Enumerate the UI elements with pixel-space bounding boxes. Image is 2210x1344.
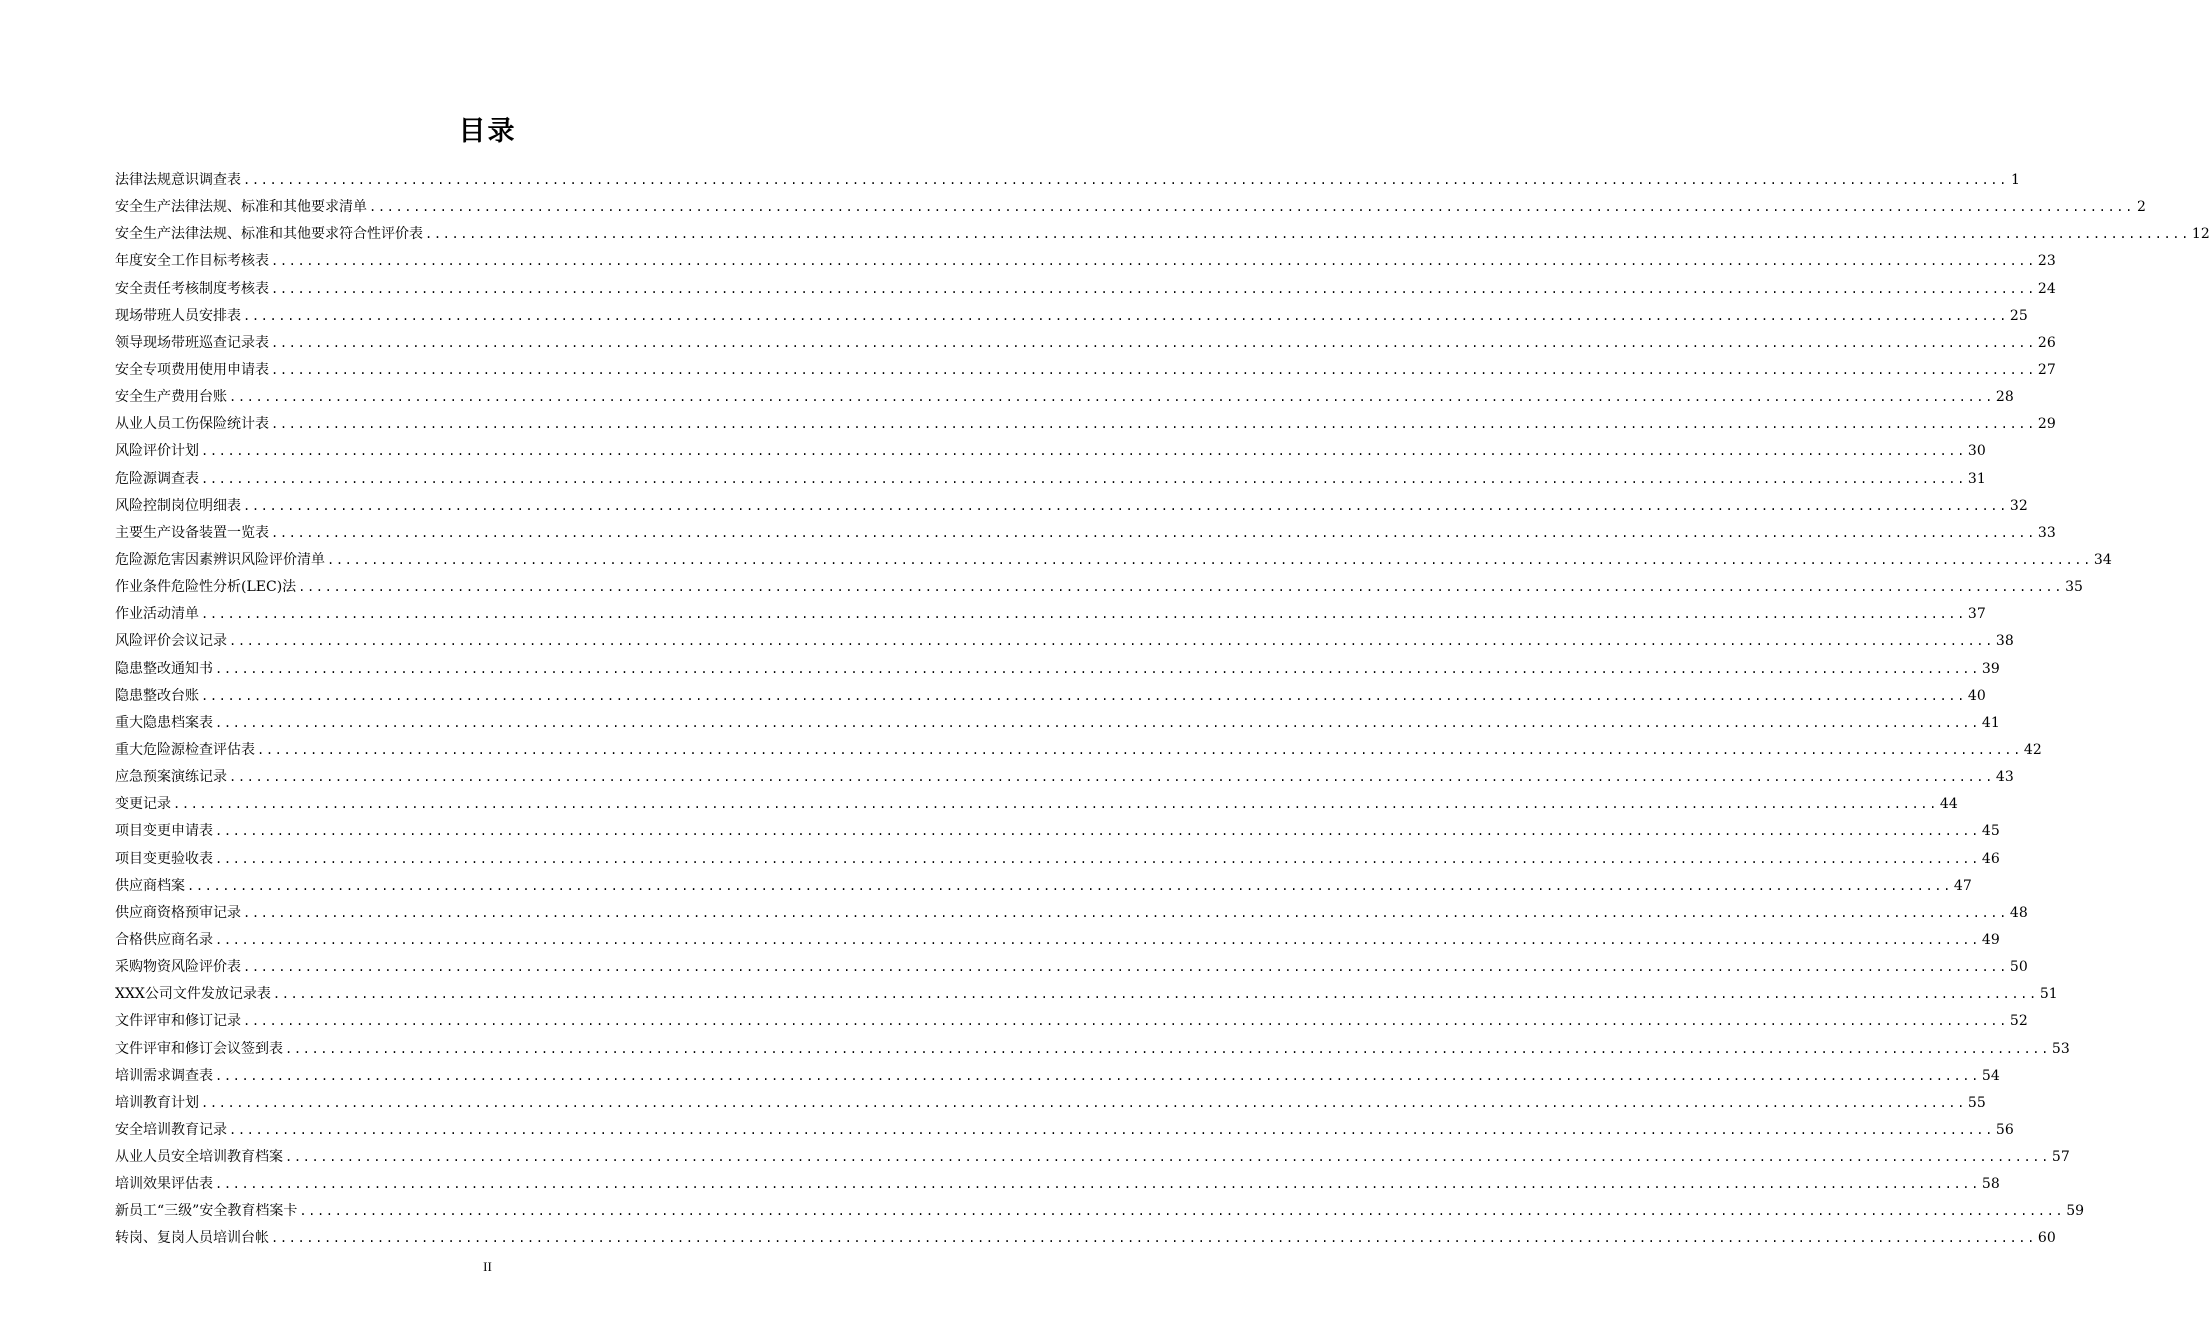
toc-entry[interactable] [115, 438, 1986, 465]
toc-entry[interactable] [115, 493, 2028, 520]
dot-leader: ........................................................................................................................................................................................................ [271, 417, 2036, 432]
toc-entry[interactable] [115, 981, 2058, 1008]
toc-entry-label: 危险源调查表 [115, 470, 199, 487]
dot-leader: ........................................................................................................................................................................................................ [271, 1231, 2036, 1246]
toc-entry[interactable] [115, 873, 1972, 900]
toc-entry[interactable] [115, 710, 2000, 737]
toc-entry-page-number: 12 [2191, 226, 2210, 243]
toc-entry[interactable] [115, 1117, 2014, 1144]
toc-entry-page-number: 43 [1995, 769, 2014, 786]
toc-entry-label: 隐患整改台账 [115, 687, 199, 704]
dot-leader: ........................................................................................................................................................................................................ [271, 281, 2036, 296]
dot-leader: ........................................................................................................................................................................................................ [243, 905, 2008, 920]
toc-entry[interactable] [115, 167, 2020, 194]
dot-leader: ........................................................................................................................................................................................................ [272, 987, 2038, 1002]
toc-entry-label: 培训教育计划 [115, 1094, 199, 1111]
dot-leader: ........................................................................................................................................................................................................ [243, 308, 2008, 323]
toc-entry-page-number: 45 [1981, 823, 2000, 840]
dot-leader: ........................................................................................................................................................................................................ [243, 1014, 2008, 1029]
dot-leader: ........................................................................................................................................................................................................ [243, 498, 2008, 513]
toc-entry[interactable] [115, 656, 2000, 683]
dot-leader: ........................................................................................................................................................................................................ [215, 715, 1980, 730]
toc-entry-label: 现场带班人员安排表 [115, 307, 241, 324]
toc-entry-page-number: 34 [2093, 551, 2112, 568]
toc-entry-page-number: 51 [2039, 986, 2058, 1003]
toc-entry[interactable] [115, 1063, 2000, 1090]
toc-entry[interactable] [115, 764, 2014, 791]
toc-entry-page-number: 1 [2011, 172, 2020, 188]
toc-entry[interactable] [115, 846, 2000, 873]
dot-leader: ........................................................................................................................................................................................................ [201, 688, 1966, 703]
toc-entry-page-number: 30 [1967, 443, 1986, 460]
toc-entry[interactable] [115, 574, 2083, 601]
toc-entry[interactable] [115, 520, 2056, 547]
toc-entry[interactable] [115, 1225, 2056, 1252]
toc-entry-page-number: 33 [2037, 524, 2056, 541]
toc-entry[interactable] [115, 954, 2028, 981]
page-number: II [483, 1259, 492, 1274]
toc-entry-label: 风险控制岗位明细表 [115, 497, 241, 514]
toc-entry[interactable] [115, 384, 2014, 411]
toc-entry-page-number: 26 [2037, 334, 2056, 351]
toc-entry[interactable] [115, 221, 2210, 248]
toc-entry-label: 安全生产法律法规、标准和其他要求符合性评价表 [115, 226, 423, 243]
dot-leader: ........................................................................................................................................................................................................ [298, 580, 2064, 595]
toc-entry-page-number: 50 [2009, 959, 2028, 976]
toc-entry-label: 风险评价会议记录 [115, 633, 227, 650]
toc-entry-page-number: 46 [1981, 850, 2000, 867]
toc-entry-page-number: 39 [1981, 660, 2000, 677]
toc-entry-page-number: 49 [1981, 931, 2000, 948]
dot-leader: ........................................................................................................................................................................................................ [173, 797, 1938, 812]
toc-entry[interactable] [115, 1008, 2028, 1035]
toc-entry-page-number: 56 [1995, 1121, 2014, 1138]
toc-entry[interactable] [115, 1036, 2070, 1063]
dot-leader: ........................................................................................................................................................................................................ [215, 824, 1980, 839]
toc-entry-page-number: 29 [2037, 416, 2056, 433]
toc-entry-label: 项目变更申请表 [115, 823, 213, 840]
dot-leader: ........................................................................................................................................................................................................ [271, 362, 2036, 377]
toc-entry-label: 安全专项费用使用申请表 [115, 361, 269, 378]
toc-entry-label: 新员工“三级”安全教育档案卡 [115, 1203, 298, 1220]
dot-leader: ........................................................................................................................................................................................................ [285, 1150, 2050, 1165]
dot-leader: ........................................................................................................................................................................................................ [201, 444, 1966, 459]
toc-entry[interactable] [115, 818, 2000, 845]
dot-leader: ........................................................................................................................................................................................................ [271, 254, 2036, 269]
toc-entry-page-number: 48 [2009, 904, 2028, 921]
toc-entry-label: 作业条件危险性分析(LEC)法 [115, 579, 297, 596]
toc-entry[interactable] [115, 547, 2112, 574]
dot-leader: ........................................................................................................................................................................................................ [215, 932, 1980, 947]
toc-entry-label: 培训需求调查表 [115, 1067, 213, 1084]
dot-leader: ........................................................................................................................................................................................................ [215, 1068, 1980, 1083]
toc-entry-page-number: 37 [1967, 606, 1986, 623]
toc-entry[interactable] [115, 411, 2056, 438]
toc-entry[interactable] [115, 357, 2056, 384]
dot-leader: ........................................................................................................................................................................................................ [243, 960, 2008, 975]
toc-entry-page-number: 38 [1995, 633, 2014, 650]
toc-entry-label: XXX公司文件发放记录表 [115, 986, 271, 1003]
toc-entry-label: 安全生产费用台账 [115, 389, 227, 406]
dot-leader: ........................................................................................................................................................................................................ [425, 227, 2190, 242]
toc-entry[interactable] [115, 1171, 2000, 1198]
dot-leader: ........................................................................................................................................................................................................ [215, 1177, 1980, 1192]
toc-entry-label: 隐患整改通知书 [115, 660, 213, 677]
toc-entry[interactable] [115, 737, 2042, 764]
toc-entry-page-number: 25 [2009, 307, 2028, 324]
toc-entry-label: 领导现场带班巡查记录表 [115, 334, 269, 351]
dot-leader: ........................................................................................................................................................................................................ [187, 878, 1952, 893]
toc-entry-label: 变更记录 [115, 796, 171, 813]
toc-entry[interactable] [115, 927, 2000, 954]
dot-leader: ........................................................................................................................................................................................................ [229, 634, 1994, 649]
toc-entry[interactable] [115, 248, 2056, 275]
toc-entry-page-number: 40 [1967, 687, 1986, 704]
toc-entry[interactable] [115, 466, 1986, 493]
toc-entry-page-number: 59 [2066, 1203, 2085, 1220]
toc-entry-label: 安全生产法律法规、标准和其他要求清单 [115, 199, 367, 216]
toc-entry-page-number: 44 [1939, 796, 1958, 813]
toc-entry[interactable] [115, 900, 2028, 927]
dot-leader: ........................................................................................................................................................................................................ [201, 1095, 1966, 1110]
toc-entry-page-number: 60 [2037, 1230, 2056, 1247]
toc-entry[interactable] [115, 194, 2146, 221]
dot-leader: ........................................................................................................................................................................................................ [369, 200, 2134, 215]
toc-entry-label: 项目变更验收表 [115, 850, 213, 867]
toc-entry-label: 转岗、复岗人员培训台帐 [115, 1230, 269, 1247]
toc-entry-page-number: 28 [1995, 389, 2014, 406]
toc-entry-label: 安全责任考核制度考核表 [115, 280, 269, 297]
dot-leader: ........................................................................................................................................................................................................ [285, 1041, 2050, 1056]
dot-leader: ........................................................................................................................................................................................................ [327, 552, 2092, 567]
toc-entry-page-number: 54 [1981, 1067, 2000, 1084]
toc-entry-page-number: 2 [2137, 199, 2146, 216]
toc-entry-label: 文件评审和修订记录 [115, 1013, 241, 1030]
dot-leader: ........................................................................................................................................................................................................ [229, 1122, 1994, 1137]
toc-entry-page-number: 53 [2051, 1040, 2070, 1057]
toc-entry-page-number: 42 [2023, 741, 2042, 758]
toc-entry-label: 供应商档案 [115, 877, 185, 894]
dot-leader: ........................................................................................................................................................................................................ [257, 742, 2022, 757]
toc-entry[interactable] [115, 1144, 2070, 1171]
toc-entry-page-number: 23 [2037, 253, 2056, 270]
toc-entry-page-number: 41 [1981, 714, 2000, 731]
toc-entry-label: 采购物资风险评价表 [115, 959, 241, 976]
dot-leader: ........................................................................................................................................................................................................ [215, 851, 1980, 866]
toc-entry-label: 文件评审和修订会议签到表 [115, 1040, 283, 1057]
dot-leader: ........................................................................................................................................................................................................ [229, 770, 1994, 785]
toc-entry[interactable] [115, 1198, 2085, 1225]
toc-entry[interactable] [115, 1090, 1986, 1117]
toc-entry-label: 从业人员安全培训教育档案 [115, 1149, 283, 1166]
toc-entry-page-number: 35 [2065, 579, 2083, 596]
toc-entry-label: 应急预案演练记录 [115, 769, 227, 786]
dot-leader: ........................................................................................................................................................................................................ [229, 390, 1994, 405]
dot-leader: ........................................................................................................................................................................................................ [201, 607, 1966, 622]
toc-entry-page-number: 31 [1967, 470, 1986, 487]
dot-leader: ........................................................................................................................................................................................................ [201, 471, 1966, 486]
toc-entry[interactable] [115, 628, 2014, 655]
toc-entry[interactable] [115, 791, 1958, 818]
toc-entry[interactable] [115, 276, 2056, 303]
toc-entry-page-number: 58 [1981, 1176, 2000, 1193]
toc-entry[interactable] [115, 601, 1986, 628]
toc-entry-label: 从业人员工伤保险统计表 [115, 416, 269, 433]
toc-entry-label: 合格供应商名录 [115, 931, 213, 948]
toc-entry-page-number: 47 [1953, 877, 1972, 894]
toc-entry[interactable] [115, 330, 2056, 357]
toc-entry-page-number: 55 [1967, 1094, 1986, 1111]
table-of-contents [115, 167, 2210, 1253]
toc-entry-page-number: 27 [2037, 361, 2056, 378]
toc-entry[interactable] [115, 683, 1986, 710]
toc-entry-label: 危险源危害因素辨识风险评价清单 [115, 551, 325, 568]
toc-entry-label: 供应商资格预审记录 [115, 904, 241, 921]
dot-leader: ........................................................................................................................................................................................................ [271, 335, 2036, 350]
dot-leader: ........................................................................................................................................................................................................ [243, 173, 2008, 187]
dot-leader: ........................................................................................................................................................................................................ [215, 661, 1980, 676]
dot-leader: ........................................................................................................................................................................................................ [271, 525, 2036, 540]
toc-entry-page-number: 24 [2037, 280, 2056, 297]
dot-leader: ........................................................................................................................................................................................................ [299, 1204, 2065, 1219]
toc-entry[interactable] [115, 303, 2028, 330]
toc-entry-label: 年度安全工作目标考核表 [115, 253, 269, 270]
page-title: 目录 [458, 116, 517, 147]
toc-entry-label: 作业活动清单 [115, 606, 199, 623]
toc-entry-label: 法律法规意识调查表 [115, 172, 241, 188]
toc-entry-label: 培训效果评估表 [115, 1176, 213, 1193]
toc-entry-label: 主要生产设备装置一览表 [115, 524, 269, 541]
toc-entry-page-number: 57 [2051, 1149, 2070, 1166]
toc-entry-label: 安全培训教育记录 [115, 1121, 227, 1138]
toc-entry-label: 重大危险源检查评估表 [115, 741, 255, 758]
toc-entry-label: 风险评价计划 [115, 443, 199, 460]
toc-entry-page-number: 52 [2009, 1013, 2028, 1030]
toc-entry-label: 重大隐患档案表 [115, 714, 213, 731]
toc-entry-page-number: 32 [2009, 497, 2028, 514]
